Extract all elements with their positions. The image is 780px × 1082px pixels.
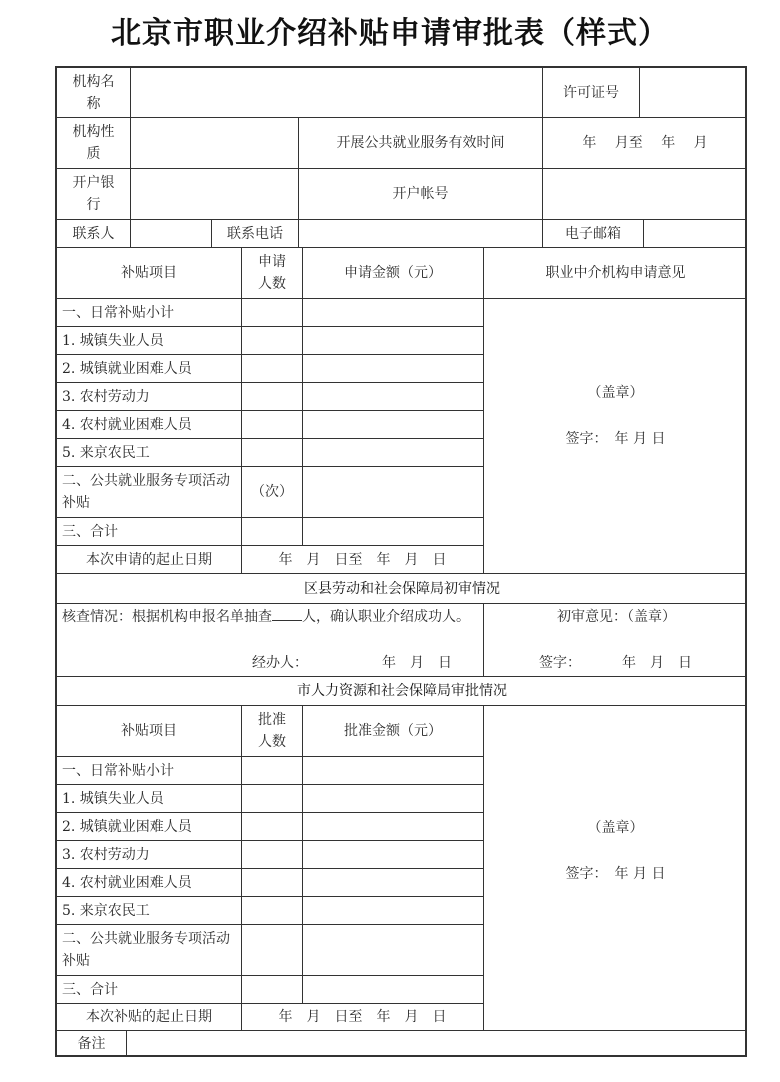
apply-amount-cell[interactable]: [303, 327, 484, 355]
apply-opinion-cell[interactable]: [484, 299, 747, 574]
apply-row-label: 3. 农村劳动力: [57, 383, 242, 411]
city-count-cell[interactable]: [242, 841, 303, 869]
district-check-text: 核查情况：根据机构申报名单抽查 人，确认职业介绍成功人。: [62, 606, 480, 628]
city-amount-cell[interactable]: [303, 813, 484, 841]
apply-count-cell[interactable]: [242, 439, 303, 467]
city-opinion-cell[interactable]: [484, 706, 747, 1031]
apply-period-field[interactable]: 年 月 日至 年 月 日: [242, 546, 484, 574]
apply-row-label: 二、公共就业服务专项活动补贴: [57, 467, 242, 518]
application-form: [55, 66, 747, 1057]
account-label: 开户帐号: [299, 169, 543, 220]
account-field[interactable]: [543, 169, 747, 220]
city-count-cell[interactable]: [242, 897, 303, 925]
district-sign-date: 年 月 日: [622, 655, 692, 671]
city-row-label: 三、合计: [57, 976, 242, 1004]
service-period-label: 开展公共就业服务有效时间: [299, 118, 543, 169]
remarks-label: 备注: [57, 1031, 127, 1057]
apply-row-label: 2. 城镇就业困难人员: [57, 355, 242, 383]
col-amount-header: 申请金额（元）: [303, 248, 484, 299]
city-count-cell[interactable]: [242, 813, 303, 841]
sample-count-blank[interactable]: [272, 606, 302, 621]
city-col-count-header: 批准人数: [242, 706, 303, 757]
apply-amount-cell[interactable]: [303, 299, 484, 327]
apply-amount-cell[interactable]: [303, 467, 484, 518]
col-item-header: 补贴项目: [57, 248, 242, 299]
city-row-label: 二、公共就业服务专项活动补贴: [57, 925, 242, 976]
district-heading: 区县劳动和社会保障局初审情况: [57, 574, 747, 604]
city-row-label: 2. 城镇就业困难人员: [57, 813, 242, 841]
city-period-field[interactable]: 年 月 日至 年 月 日: [242, 1004, 484, 1031]
apply-row-label: 5. 来京农民工: [57, 439, 242, 467]
apply-amount-cell[interactable]: [303, 355, 484, 383]
district-handler-date: 年 月 日: [382, 655, 452, 671]
city-count-cell[interactable]: [242, 785, 303, 813]
city-amount-cell[interactable]: [303, 869, 484, 897]
city-col-amount-header: 批准金额（元）: [303, 706, 484, 757]
apply-count-cell[interactable]: [242, 383, 303, 411]
bank-label: 开户银行: [57, 169, 131, 220]
apply-count-cell[interactable]: [242, 327, 303, 355]
phone-field[interactable]: [299, 220, 543, 248]
seal-label: （盖章）: [587, 385, 644, 401]
license-label: 许可证号: [543, 68, 640, 118]
apply-row-label: 三、合计: [57, 518, 242, 546]
city-amount-cell[interactable]: [303, 925, 484, 976]
phone-label: 联系电话: [212, 220, 299, 248]
org-type-field[interactable]: [131, 118, 299, 169]
district-sign-label: 签字：: [539, 655, 581, 671]
city-sign-label: 签字： 年 月 日: [565, 866, 666, 882]
sign-label: 签字： 年 月 日: [565, 431, 666, 447]
city-row-label: 4. 农村就业困难人员: [57, 869, 242, 897]
apply-amount-cell[interactable]: [303, 383, 484, 411]
apply-amount-cell[interactable]: [303, 518, 484, 546]
apply-amount-cell[interactable]: [303, 439, 484, 467]
apply-period-label: 本次申请的起止日期: [57, 546, 242, 574]
email-label: 电子邮箱: [543, 220, 644, 248]
city-row-label: 一、日常补贴小计: [57, 757, 242, 785]
city-period-label: 本次补贴的起止日期: [57, 1004, 242, 1031]
org-name-label: 机构名称: [57, 68, 131, 118]
bank-field[interactable]: [131, 169, 299, 220]
email-field[interactable]: [644, 220, 747, 248]
city-col-item-header: 补贴项目: [57, 706, 242, 757]
contact-field[interactable]: [131, 220, 212, 248]
city-row-label: 5. 来京农民工: [57, 897, 242, 925]
city-heading: 市人力资源和社会保障局审批情况: [57, 677, 747, 706]
city-count-cell[interactable]: [242, 869, 303, 897]
city-amount-cell[interactable]: [303, 976, 484, 1004]
city-amount-cell[interactable]: [303, 757, 484, 785]
district-handler-label: 经办人：: [252, 655, 308, 671]
apply-times-note: （次）: [242, 467, 303, 518]
remarks-field[interactable]: [127, 1031, 747, 1057]
city-count-cell[interactable]: [242, 757, 303, 785]
apply-amount-cell[interactable]: [303, 411, 484, 439]
form-title: 北京市职业介绍补贴申请审批表（样式）: [111, 16, 669, 51]
contact-label: 联系人: [57, 220, 131, 248]
apply-row-label: 一、日常补贴小计: [57, 299, 242, 327]
apply-count-cell[interactable]: [242, 518, 303, 546]
city-count-cell[interactable]: [242, 976, 303, 1004]
city-row-label: 3. 农村劳动力: [57, 841, 242, 869]
col-count-header: 申请人数: [242, 248, 303, 299]
city-row-label: 1. 城镇失业人员: [57, 785, 242, 813]
city-amount-cell[interactable]: [303, 841, 484, 869]
service-period-field[interactable]: 年 月至 年 月: [543, 118, 747, 169]
city-count-cell[interactable]: [242, 925, 303, 976]
city-amount-cell[interactable]: [303, 785, 484, 813]
col-opinion-header: 职业中介机构申请意见: [484, 248, 747, 299]
org-name-field[interactable]: [131, 68, 543, 118]
apply-row-label: 4. 农村就业困难人员: [57, 411, 242, 439]
org-type-label: 机构性质: [57, 118, 131, 169]
apply-count-cell[interactable]: [242, 411, 303, 439]
license-field[interactable]: [640, 68, 747, 118]
apply-count-cell[interactable]: [242, 299, 303, 327]
apply-row-label: 1. 城镇失业人员: [57, 327, 242, 355]
city-seal-label: （盖章）: [587, 820, 644, 836]
apply-count-cell[interactable]: [242, 355, 303, 383]
district-opinion-label: 初审意见：（盖章）: [557, 609, 676, 625]
city-amount-cell[interactable]: [303, 897, 484, 925]
